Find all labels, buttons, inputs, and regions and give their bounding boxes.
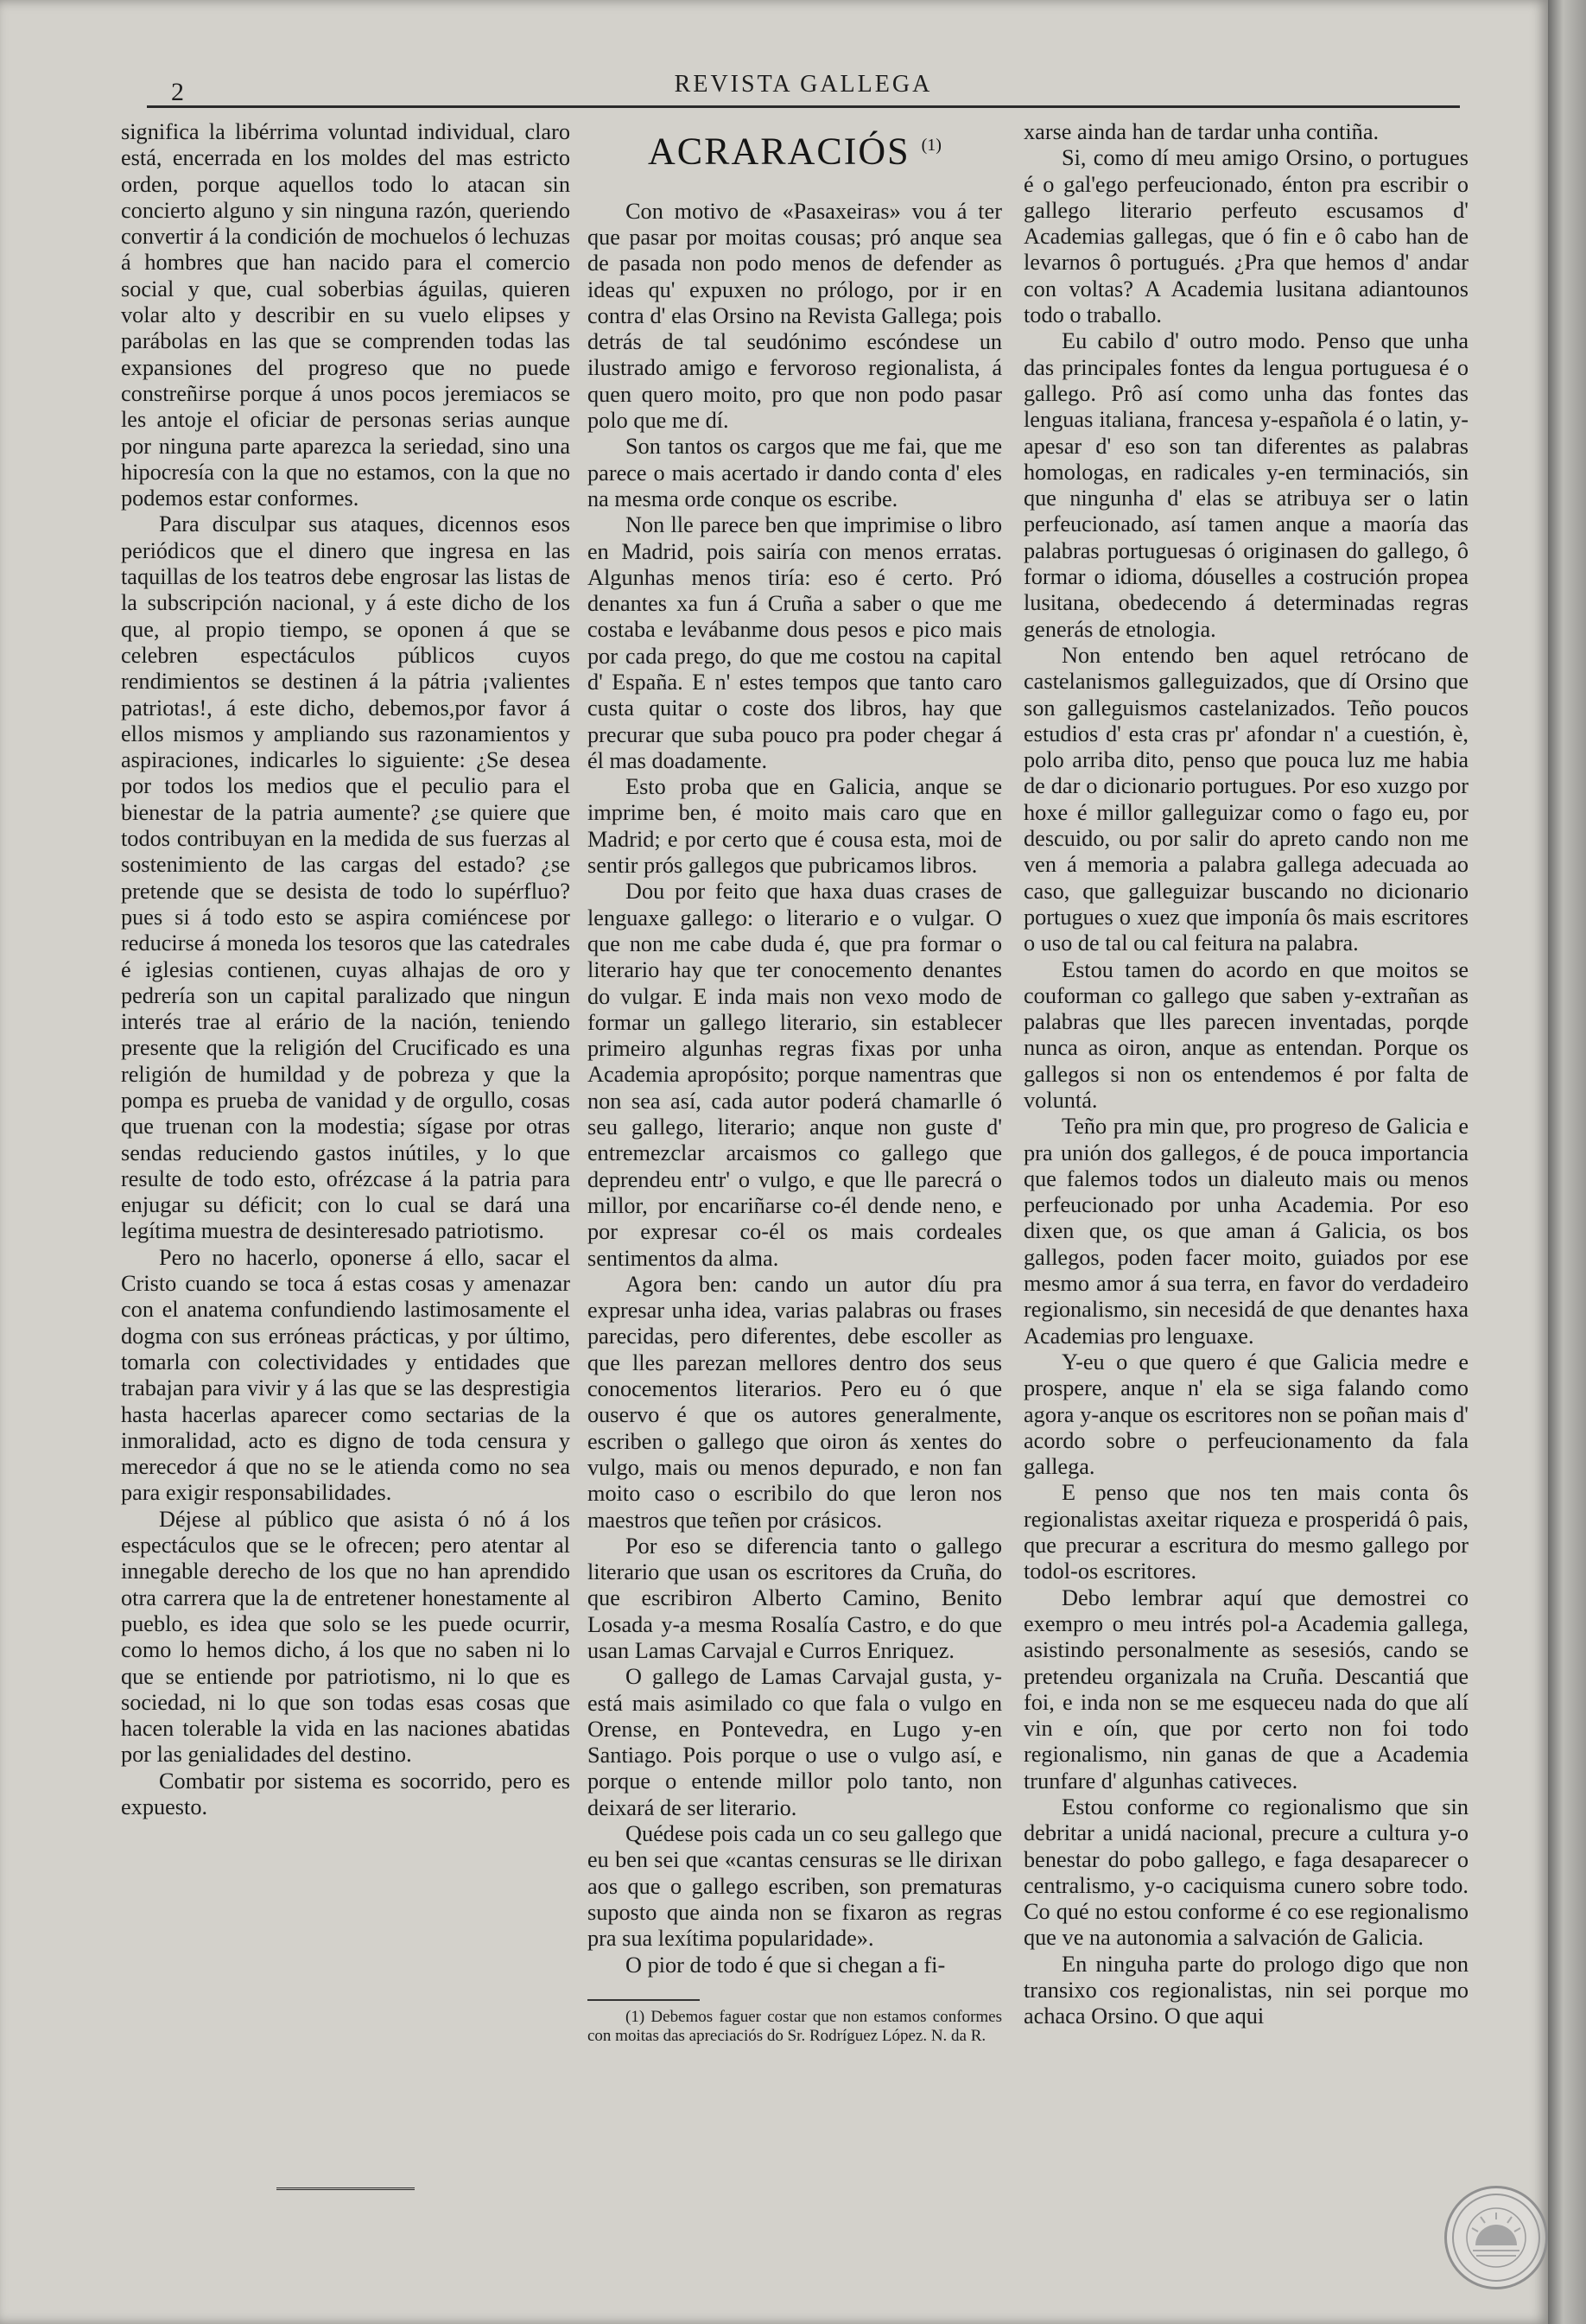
column2-paragraph: Con motivo de «Pasaxeiras» vou á ter que pasar por moitas cousas; pró anque sea de pasada non podo menos de defender as ideas qu' expuxen no prólogo, por ir en contra d' elas Orsino na Revista Gallega; pois detrás de tal seudónimo escóndese un ilustrado amigo e fervoroso regionalista, á quen quero moito, pro que non podo pasar polo que me dí. — [587, 198, 1002, 434]
running-title: REVISTA GALLEGA — [674, 71, 933, 98]
column3-paragraph: Debo lembrar aquí que demostrei co exempro o meu intrés pol-a Academia gallega, asistindo personalmente as sesesiós, cando se pretendeu organizala na Cruña. Descantiá que foi, e inda non se me esqueceu nada do que alí vin e oín, que por certo non foi todo regionalismo, nin ganas de que a Academia trunfare d' algunhas cativeces. — [1024, 1584, 1469, 1794]
column3-paragraph: E penso que nos ten mais conta ôs regionalistas axeitar riqueza e prosperidá ô pais, que precurar a escritura do mesmo gallego por todol-os escritores. — [1024, 1480, 1469, 1584]
column2-paragraph: Non lle parece ben que imprimise o libro en Madrid, pois sairía con menos erratas. Algunhas menos tiría: eso é certo. Pró denantes xa fun á Cruña a saber o que me costaba e levábanme dous pesos e pico mais por cada prego, do que me costou na capital d' España. E n' estes tempos que tanto caro custa quitar o coste dos libros, hay que precurar que suba pouco pra poder chegar á él mas doadamente. — [587, 512, 1002, 773]
seal-graphic — [1447, 2188, 1545, 2287]
column-1 — [121, 119, 570, 1820]
column2-paragraph: O gallego de Lamas Carvajal gusta, y-está mais asimilado co que fala o vulgo en Orense, en Pontevedra, en Lugo y-en Santiago. Pois porque o use o vulgo así, e porque o entende millor polo tanto, non deixará de ser literario. — [587, 1664, 1002, 1820]
column3-paragraph: xarse ainda han de tardar unha contiña. — [1024, 119, 1380, 144]
page-header — [147, 71, 1460, 108]
column2-paragraph: Son tantos os cargos que me fai, que me parece o mais acertado ir dando conta d' eles na mesma orde conque os escribe. — [587, 434, 1002, 511]
column3-paragraph: Teño pra min que, pro progreso de Galicia e pra unión dos gallegos, é de pouca importancia que falemos todos un dialeuto mais ou menos perfeucionado por unha Academia. Por eso dixen que, os que aman á Galicia, os bos gallegos, poden facer moito, guiados por ese mesmo amor á sua terra, en favor do verdadeiro regionalismo, sin necesidá de que denantes haxa Academias pro lenguaxe. — [1024, 1114, 1469, 1349]
column1-paragraph: Combatir por sistema es socorrido, pero es expuesto. — [121, 1768, 570, 1819]
column-2 — [587, 119, 1002, 2046]
column1-paragraph: Déjese al público que asista ó nó á los espectáculos que se le ofrecen; pero atentar al innegable derecho de los que no han aprendido otra carrera que la de entretener honestamente al pueblo, es idea que solo se les puede ocurrir, como lo hemos dicho, á los que no saben ni lo que se entiende por patriotismo, ni lo que es sociedad, ni lo que son todas esas cosas que hacen tolerable la vida en las naciones abatidas por las genialidades del destino. — [121, 1506, 570, 1768]
column2-paragraph: Dou por feito que haxa duas crases de lenguaxe gallego: o literario e o vulgar. O que non me cabe duda é, que pra formar o literario hay que ter conocemento denantes do vulgar. E inda mais non vexo modo de formar un gallego literario, sin establecer primeiro algunhas regras fixas por unha Academia apropósito; porque namentras que non sea así, cada autor poderá chamarlle ó seu gallego, literario; anque non guste d' entremezclar arcaismos co gallego que deprendeu entr' o vulgo, e que lle parecrá o millor, por encariñarse co-él dende neno, e por expresar co-él os mais cordeales sentimentos da alma. — [587, 879, 1002, 1271]
article-title-text: ACRARACIÓS — [648, 130, 910, 173]
column3-paragraph: Estou conforme co regionalismo que sin debritar a unidá nacional, precure a cultura y-o benestar do pobo gallego, e faga desaparecer o centralismo, y-o caciquisma cunero sobre todo. Co qué no estou conforme é co ese regionalismo que ve na autonomia a salvación de Galicia. — [1024, 1794, 1469, 1951]
article-title-note: (1) — [921, 136, 942, 155]
column3-paragraph: Eu cabilo d' outro modo. Penso que unha das principales fontes da lengua portuguesa é o gallego. Prô así como unha das fontes das lenguas italiana, francesa y-española é o latin, y-apesar d' eso son tan diferentes as palabras homologas, en radicales y-en terminaciós, sin que ningunha d' elas se atribuya ser o latin perfeucionado, así tamen anque a maoría das palabras portuguesas ó originasen do gallego, ô formar o idioma, dóuselles a costrución propea lusitana, obedecendo á determinadas regras generás de etnologia. — [1024, 328, 1469, 642]
column3-paragraph: Non entendo ben aquel retrócano de castelanismos galleguizados, que dí Orsino que son galleguismos castelanizados. Teño poucos estudios d' esta cras pr' afondar n' a cuestión, è, polo arriba dito, penso que pouca luz me habia de dar o dicionario portugues. Por eso xuzgo por hoxe é millor galleguizar como o fago eu, por descuido, ou por salir do apreto cando non me ven á memoria a palabra gallega adecuada ao caso, que galleguizar buscando no dicionario portugues o xuez que imponía ôs mais escritores o uso de tal ou cal feitura na palabra. — [1024, 642, 1469, 956]
academy-seal-icon — [1444, 2186, 1548, 2289]
column2-paragraph: Esto proba que en Galicia, anque se imprime ben, é moito mais caro que en Madrid; e por certo que é cousa esta, moi de sentir prós gallegos que pubricamos libros. — [587, 774, 1002, 879]
end-of-article-rule — [276, 2187, 415, 2190]
column2-paragraph: Quédese pois cada un co seu gallego que eu ben sei que «cantas censuras se lle dirixan aos que o gallego escriben, son prematuras suposto que ainda non se fixaron as regras pra sua lexítima popularidade». — [587, 1821, 1002, 1952]
next-page-edge — [1548, 0, 1586, 2324]
column2-paragraph: Agora ben: cando un autor díu pra expresar unha idea, varias palabras ou frases parecidas, pero diferentes, debe escoller as que lles parezan mellores dentro dos seus conocementos literarios. Pero eu ó que ouservo é que os autores generalmente, escriben o gallego que oiron ás xentes do vulgo, mais ou menos depurado, e non fan moito caso o escribilo do que leron nos maestros que teñen por crásicos. — [587, 1271, 1002, 1533]
column-3 — [1024, 119, 1469, 2030]
article-title — [587, 123, 1002, 175]
column2-paragraph: Por eso se diferencia tanto o gallego literario que usan os escritores da Cruña, do que escribiron Alberto Camino, Benito Losada y-a mesma Rosalía Castro, e do que usan Lamas Carvajal e Curros Enriquez. — [587, 1533, 1002, 1663]
column1-paragraph: significa la libérrima voluntad individual, claro está, encerrada en los moldes del mas estricto orden, porque aquellos todo lo atacan sin concierto alguno y sin ninguna razón, queriendo convertir á la condición de mochuelos ó lechuzas á hombres que han nacido para el comercio social y que, cual soberbias águilas, quieren volar alto y describir en su vuelo elipses y parábolas en las que se comprenden todas las expansiones del progreso que no puede constreñirse porque á unos pocos jeremiacos se les antoje el oficiar de personas serias aunque por ninguna parte aparezca la seriedad, sino una hipocresía con la que no estamos, con la que no podemos estar conformes. — [121, 119, 570, 511]
column3-paragraph: Estou tamen do acordo en que moitos se couforman co gallego que saben y-extrañan as palabras que lles parecen inventadas, porqde nunca as oiron, anque as entendan. Porque os gallegos si non os entendemos é por falta de voluntá. — [1024, 956, 1469, 1113]
footnote: (1) Debemos faguer costar que non estamos conformes con moitas das apreciaciós do Sr. Rodríguez López. N. da R. — [587, 2007, 1002, 2045]
page-number: 2 — [171, 78, 184, 106]
column3-paragraph: Y-eu o que quero é que Galicia medre e prospere, anque n' ela se siga falando como agora y-anque os escritores non se poñan mais d' acordo sobre o perfeucionamento da fala gallega. — [1024, 1349, 1469, 1480]
column1-paragraph: Pero no hacerlo, oponerse á ello, sacar el Cristo cuando se toca á estas cosas y amenazar con el anatema confundiendo lastimosamente el dogma con sus erróneas prácticas, y por último, tomarla con colectividades y entidades que trabajan para vivir y á las que se las desprestigia hasta hacerlas aparecer como sectarias de la inmoralidad, acto es digno de toda censura y merecedor á que no se le atienda como no sea para exigir responsabilidades. — [121, 1244, 570, 1506]
column1-paragraph: Para disculpar sus ataques, dicennos esos periódicos que el dinero que ingresa en las taquillas de los teatros debe engrosar las listas de la subscripción nacional, y á este dicho de los que, al propio tiempo, se oponen á que se celebren espectáculos públicos cuyos rendimientos se destinen á la pátria ¡valientes patriotas!, á este dicho, debemos,por favor á ellos mismos y ampliando sus razonamientos y aspiraciones, indicarles lo siguiente: ¿Se desea por todos los medios que el peculio para el bienestar de la patria aumente? ¿se quiere que todos contribuyan en la medida de sus fuerzas al sostenimiento de las cargas del estado? ¿se pretende que se desista de todo lo supérfluo? pues si á todo esto se aspira comiéncese por reducirse á moneda los tesoros que las catedrales é iglesias contienen, cuyas alhajas de oro y pedrería son un capital paralizado que ningun interés trae al erário de la nación, teniendo presente que la religión del Crucificado es una religión de humildad y de pobreza y que la pompa es prueba de vanidad y de orgullo, cosas que truenan con la modestia; sígase por otras sendas reduciendo gastos inútiles, y lo que resulte de todo esto, ofrézcase á la patria para enjugar su déficit; con lo cual se dará una legítima muestra de desinteresado patriotismo. — [121, 511, 570, 1244]
column3-paragraph: En ninguha parte do prologo digo que non transixo cos regionalistas, nin sei porque mo achaca Orsino. O que aqui — [1024, 1951, 1469, 2029]
footnote-rule — [587, 1999, 700, 2001]
column3-paragraph: Si, como dí meu amigo Orsino, o portugues é o gal'ego perfeucionado, énton pra escribir o gallego literario perfeuto escusamos d' Academias gallegas, que ó fin e ô cabo han de levarnos ô portugués. ¿Pra que hemos d' andar con voltas? A Academia lusitana adiantounos todo o traballo. — [1024, 145, 1469, 328]
column2-paragraph: O pior de todo é que si chegan a fi- — [625, 1952, 946, 1978]
